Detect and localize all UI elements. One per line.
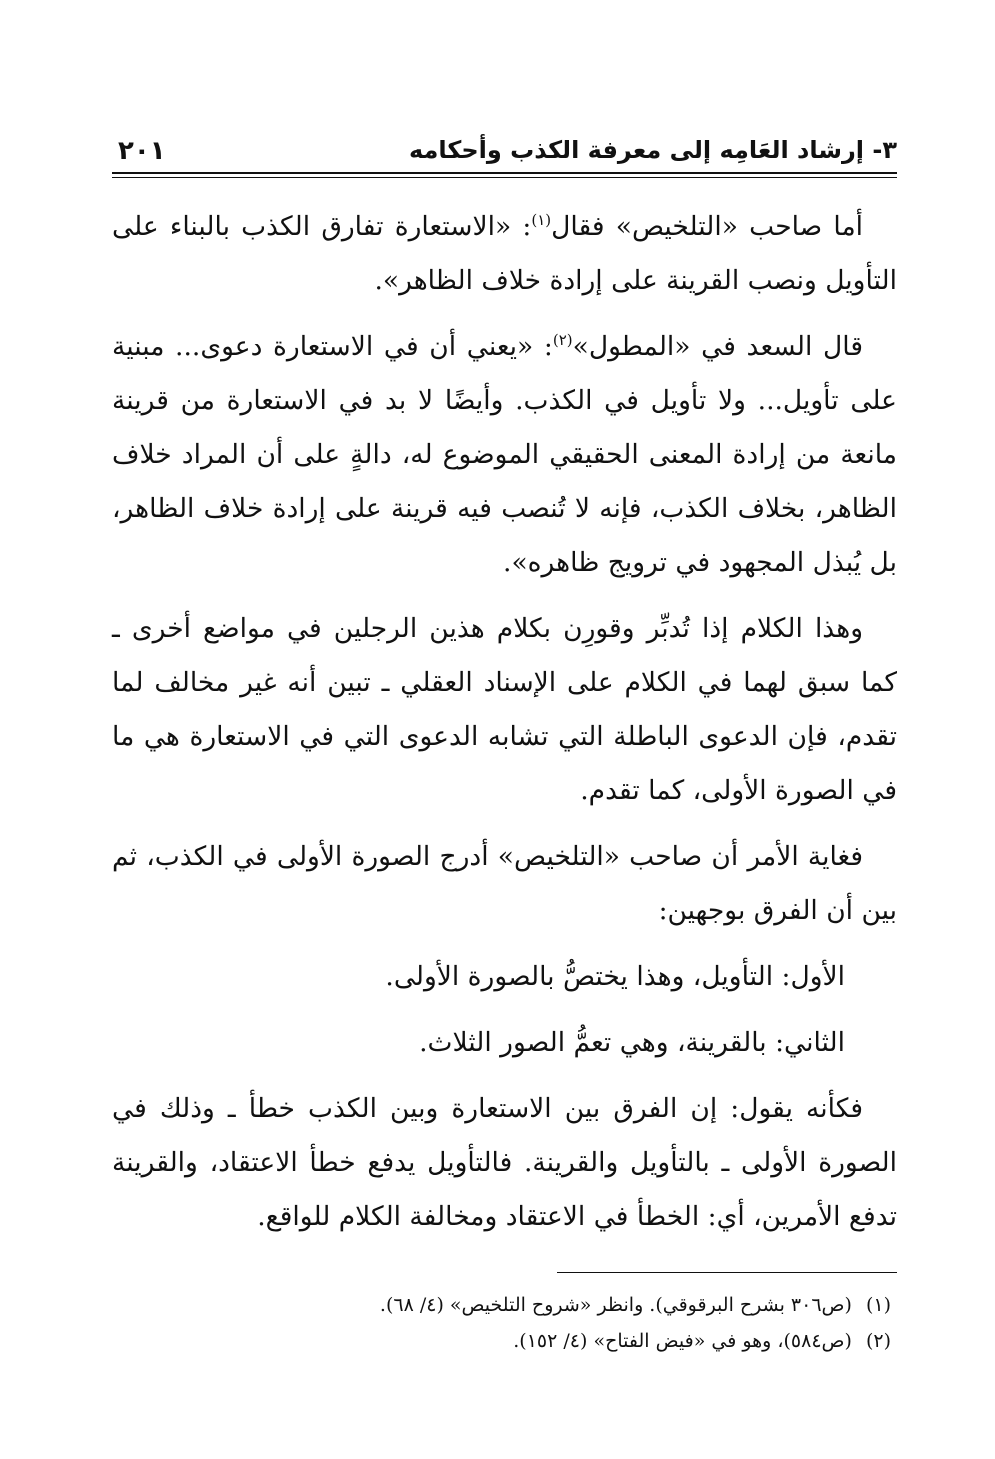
paragraph-2-text-a: قال السعد في «المطول»: [572, 331, 863, 362]
footnotes: [112, 1287, 897, 1359]
paragraph-1: [112, 200, 897, 308]
book-page: [112, 128, 897, 1359]
footnote-divider: [557, 1272, 897, 1273]
paragraph-4: فغاية الأمر أن صاحب «التلخيص» أدرج الصورة الأولى في الكذب، ثم بين أن الفرق بوجهين:: [112, 841, 897, 926]
paragraph-2: [112, 320, 897, 590]
paragraph-1-text-b: : «الاستعارة تفارق الكذب بالبناء على التأويل ونصب القرينة على إرادة خلاف الظاهر».: [112, 211, 897, 296]
footnote-2: [112, 1323, 897, 1359]
running-header: [112, 128, 897, 174]
footnote-2-number: (٢): [865, 1330, 891, 1352]
paragraph-2-text-b: : «يعني أن في الاستعارة دعوى... مبنية على تأويل... ولا تأويل في الكذب. وأيضًا لا بد في الاستعارة من قرينة مانعة من إرادة المعنى الحقيقي الموضوع له، دالةٍ على أن المراد خلاف الظاهر، بخلاف الكذب، فإنه لا تُنصب فيه قرينة على إرادة خلاف الظاهر، بل يُبذل المجهود في ترويج ظاهره».: [112, 331, 897, 578]
running-title: ٣- إرشاد العَامِه إلى معرفة الكذب وأحكامه: [408, 136, 897, 164]
paragraph-1-text-a: أما صاحب «التلخيص» فقال: [551, 211, 864, 242]
footnote-1-number: (١): [865, 1294, 891, 1316]
page-number: ٢٠١: [118, 136, 166, 166]
footnote-2-text: (ص٥٨٤)، وهو في «فيض الفتاح» (٤/ ١٥٢).: [513, 1330, 852, 1352]
footnote-ref-2: (٢): [552, 331, 573, 350]
paragraph-3: وهذا الكلام إذا تُدبِّر وقورِن بكلام هذين الرجلين في مواضع أخرى ـ كما سبق لهما في الكلام على الإسناد العقلي ـ تبين أنه غير مخالف لما تقدم، فإن الدعوى الباطلة التي تشابه الدعوى التي في الاستعارة هي ما في الصورة الأولى، كما تقدم.: [112, 613, 897, 806]
list-item-first: الأول: التأويل، وهذا يختصُّ بالصورة الأولى.: [385, 961, 845, 992]
main-text: [112, 200, 897, 1244]
list-item-second: الثاني: بالقرينة، وهي تعمُّ الصور الثلاث.: [419, 1027, 845, 1058]
footnote-1: [112, 1287, 897, 1323]
paragraph-5: فكأنه يقول: إن الفرق بين الاستعارة وبين الكذب خطأ ـ وذلك في الصورة الأولى ـ بالتأويل والقرينة. فالتأويل يدفع خطأ الاعتقاد، والقرينة تدفع الأمرين، أي: الخطأ في الاعتقاد ومخالفة الكلام للواقع.: [112, 1093, 897, 1232]
footnote-ref-1: (١): [531, 211, 552, 230]
footnote-1-text: (ص٣٠٦ بشرح البرقوقي). وانظر «شروح التلخيص» (٤/ ٦٨).: [379, 1294, 852, 1316]
